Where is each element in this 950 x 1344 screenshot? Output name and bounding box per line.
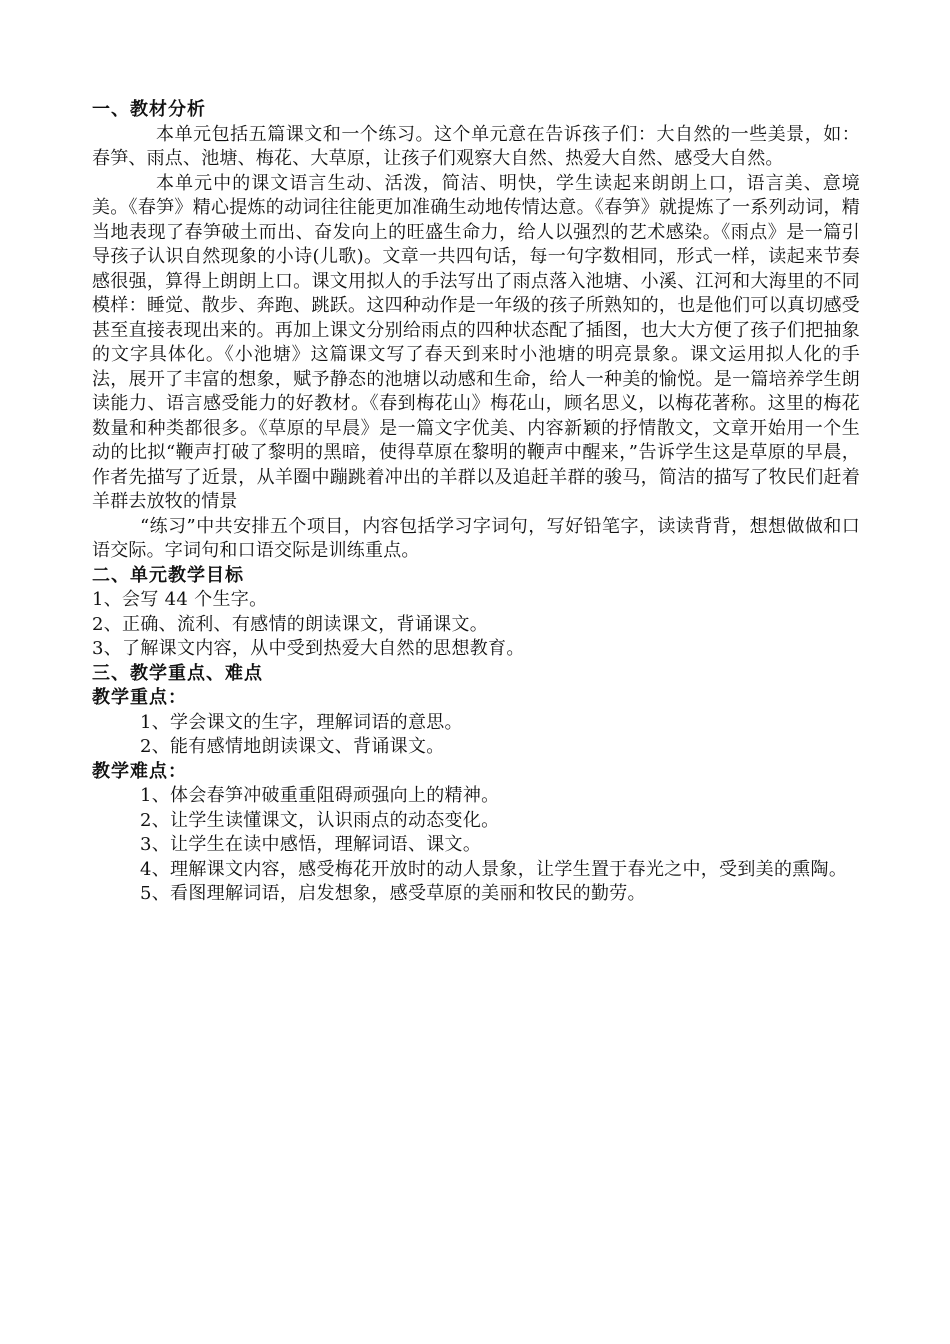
- goal-item: 3、了解课文内容，从中受到热爱大自然的思想教育。: [92, 638, 525, 659]
- paragraph-lesson-analysis: 本单元中的课文语言生动、活泼，简洁、明快，学生读起来朗朗上口，语言美、意境美。《春笋》精心提炼的动词往往能更加准确生动地传情达意。《春笋》就提炼了一系列动词，精当地表现了春笋破土而出、奋发向上的旺盛生命力，给人以强烈的艺术感染。《雨点》是一篇引导孩子认识自然现象的小诗(儿歌)。文章一共四句话，每一句字数相同，形式一样，读起来节奏感很强，算得上朗朗上口。课文用拟人的手法写出了雨点落入池塘、小溪、江河和大海里的不同模样：睡觉、散步、奔跑、跳跃。这四种动作是一年级的孩子所熟知的，也是他们可以真切感受甚至直接表现出来的。再加上课文分别给雨点的四种状态配了插图，也大大方便了孩子们把抽象的文字具体化。《小池塘》这篇课文写了春天到来时小池塘的明亮景象。课文运用拟人化的手法，展开了丰富的想象，赋予静态的池塘以动感和生命，给人一种美的愉悦。是一篇培养学生朗读能力、语言感受能力的好教材。《春到梅花山》梅花山，顾名思义，以梅花著称。这里的梅花数量和种类都很多。《草原的早晨》是一篇文字优美、内容新颖的抒情散文，文章开始用一个生动的比拟“鞭声打破了黎明的黑暗，使得草原在黎明的鞭声中醒来，”告诉学生这是草原的早晨，作者先描写了近景，从羊圈中蹦跳着冲出的羊群以及追赶羊群的骏马，简洁的描写了牧民们赶着羊群去放牧的情景: [92, 172, 860, 512]
- paragraph-exercise-overview: “练习”中共安排五个项目，内容包括学习字词句，写好铅笔字，读读背背，想想做做和口语交际。字词句和口语交际是训练重点。: [92, 515, 860, 561]
- section-heading-textbook-analysis: 一、教材分析: [92, 99, 206, 120]
- difficulty-item: 4、理解课文内容，感受梅花开放时的动人景象，让学生置于春光之中，受到美的熏陶。: [140, 858, 848, 880]
- goal-item: 1、会写 44 个生字。: [92, 589, 268, 610]
- section-heading-key-difficult-points: 三、教学重点、难点: [92, 662, 263, 684]
- key-points-label: 教学重点：: [92, 687, 187, 708]
- goal-item: 2、正确、流利、有感情的朗读课文，背诵课文。: [92, 613, 489, 635]
- difficulty-item: 5、看图理解词语，启发想象，感受草原的美丽和牧民的勤劳。: [140, 883, 646, 904]
- section-heading-unit-goals: 二、单元教学目标: [92, 564, 244, 586]
- key-point-item: 1、学会课文的生字，理解词语的意思。: [140, 711, 463, 733]
- difficulty-item: 2、让学生读懂课文，认识雨点的动态变化。: [140, 809, 500, 831]
- document-page: [92, 98, 860, 907]
- difficulty-item: 1、体会春笋冲破重重阻碍顽强向上的精神。: [140, 785, 500, 806]
- key-point-item: 2、能有感情地朗读课文、背诵课文。: [140, 736, 445, 757]
- paragraph-unit-overview: 本单元包括五篇课文和一个练习。这个单元意在告诉孩子们：大自然的一些美景，如：春笋、雨点、池塘、梅花、大草原，让孩子们观察大自然、热爱大自然、感受大自然。: [92, 123, 860, 169]
- difficulties-label: 教学难点：: [92, 760, 187, 782]
- difficulty-item: 3、让学生在读中感悟，理解词语、课文。: [140, 834, 482, 855]
